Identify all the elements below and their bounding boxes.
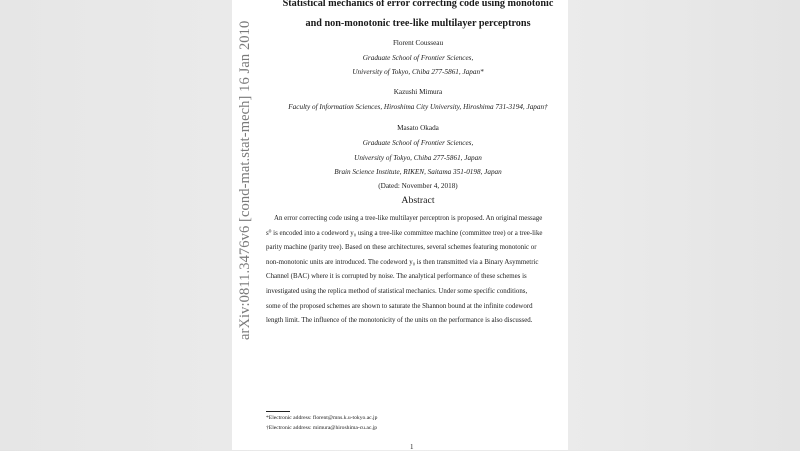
viewer-background-right bbox=[568, 0, 800, 450]
arxiv-stamp: arXiv:0811.3476v6 [cond-mat.stat-mech] 16 Jan 2010 bbox=[237, 20, 253, 340]
author-affiliation: University of Tokyo, Chiba 277-5861, Japan bbox=[354, 154, 482, 162]
author-affiliation: Brain Science Institute, RIKEN, Saitama 351-0198, Japan bbox=[334, 168, 502, 176]
viewer-background-left bbox=[0, 0, 232, 450]
abstract-line: length limit. The influence of the monotonicity of the units on the performance is also discussed. bbox=[266, 317, 533, 325]
footnote: *Electronic address: florent@mns.k.u-tokyo.ac.jp bbox=[266, 415, 378, 421]
title-line-2: and non-monotonic tree-like multilayer perceptrons bbox=[305, 18, 531, 29]
footnote-rule bbox=[266, 411, 290, 412]
author-name: Masato Okada bbox=[397, 124, 439, 132]
date-line: (Dated: November 4, 2018) bbox=[378, 182, 458, 190]
author-affiliation: Faculty of Information Sciences, Hiroshima City University, Hiroshima 731-3194, Japan† bbox=[288, 103, 548, 111]
abstract-heading: Abstract bbox=[401, 195, 435, 206]
title-line-1: Statistical mechanics of error correcting code using monotonic bbox=[282, 0, 554, 9]
abstract-line: parity machine (parity tree). Based on these architectures, several schemes featuring monotonic or bbox=[266, 244, 537, 252]
author-name: Florent Cousseau bbox=[392, 39, 444, 47]
abstract-line: s⁰ is encoded into a codeword y₀ using a tree-like committee machine (committee tree) or a tree-like bbox=[266, 229, 543, 237]
author-affiliation: Graduate School of Frontier Sciences, bbox=[362, 139, 474, 147]
page-number: 1 bbox=[410, 443, 414, 451]
abstract-line: some of the proposed schemes are shown to saturate the Shannon bound at the infinite codeword bbox=[266, 302, 533, 310]
abstract-line: An error correcting code using a tree-like multilayer perceptron is proposed. An original message bbox=[274, 215, 543, 222]
footnote: †Electronic address: mimura@hiroshima-cu.ac.jp bbox=[266, 425, 378, 431]
author-name: Kazushi Mimura bbox=[393, 88, 443, 96]
abstract-line: non-monotonic units are introduced. The codeword y₀ is then transmitted via a Binary Asymmetric bbox=[266, 258, 539, 266]
abstract-line: investigated using the replica method of statistical mechanics. Under some specific conditions, bbox=[266, 287, 528, 295]
abstract-body bbox=[266, 212, 572, 329]
author-affiliation: University of Tokyo, Chiba 277-5861, Japan* bbox=[352, 68, 484, 76]
abstract-line: Channel (BAC) where it is corrupted by noise. The analytical performance of these schemes is bbox=[266, 273, 527, 281]
author-affiliation: Graduate School of Frontier Sciences, bbox=[362, 54, 474, 62]
paper-title bbox=[258, 0, 578, 34]
